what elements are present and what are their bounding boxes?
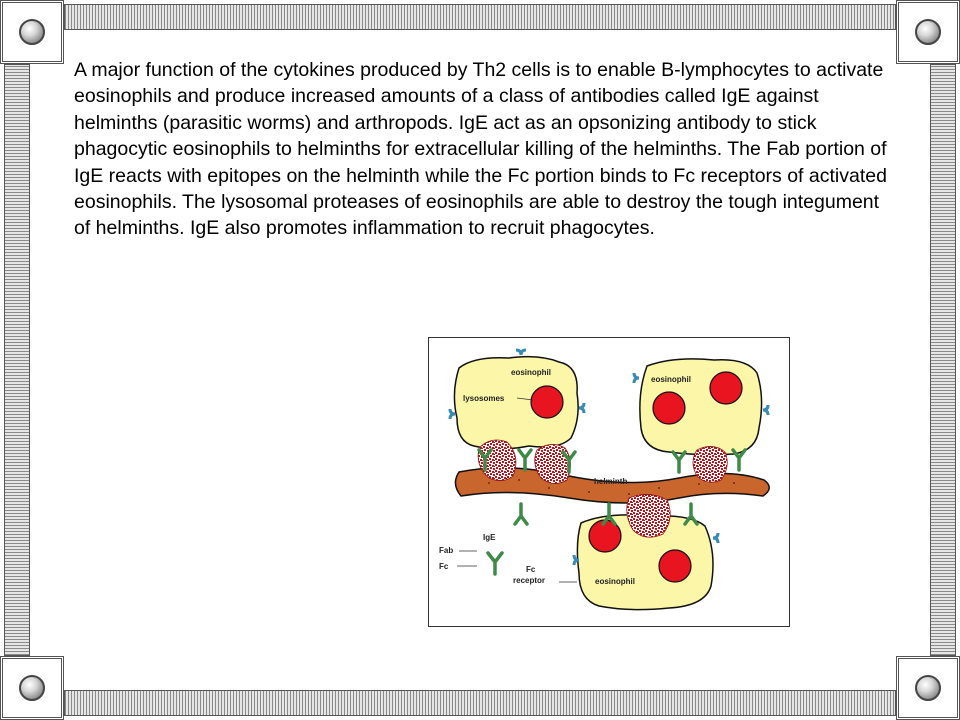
frame-corner-top-left	[0, 0, 64, 64]
lysosome-release	[627, 494, 670, 537]
slide-paragraph: A major function of the cytokines produced by Th2 cells is to enable B-lymphocytes to activate eosinophils and produce increased amounts of a class of antibodies called IgE against helminths (parasitic worms) and arthropods. IgE act as an opsonizing antibody to stick phagocytic eosinophils to helminths for extracellular killing of the helminths. The Fab portion of IgE reacts with epitopes on the helminth while the Fc portion binds to Fc receptors of activated eosinophils. The lysosomal proteases of eosinophils are able to destroy the tough integument of helminths. IgE also promotes inflammation to recruit phagocytes.	[74, 59, 887, 240]
nucleus-icon	[659, 550, 691, 582]
corner-knob-icon	[915, 675, 941, 701]
label-fab: Fab	[439, 546, 454, 555]
lysosome-release	[693, 446, 727, 482]
corner-knob-icon	[19, 675, 45, 701]
label-eosinophil-top-left: eosinophil	[511, 368, 551, 377]
frame-corner-top-right	[896, 0, 960, 64]
nucleus-icon	[531, 386, 563, 418]
corner-knob-icon	[915, 19, 941, 45]
frame-corner-bottom-left	[0, 656, 64, 720]
frame-top-bar	[64, 4, 896, 30]
frame-bottom-bar	[64, 690, 896, 716]
label-fc-receptor-line1: Fc	[526, 565, 536, 574]
legend-ige-icon	[488, 553, 502, 574]
label-ige: IgE	[483, 533, 496, 542]
label-helminth: helminth	[594, 477, 628, 486]
frame-right-bar	[930, 64, 956, 656]
label-eosinophil-top-right: eosinophil	[651, 375, 691, 384]
eosinophil-helminth-diagram	[428, 337, 790, 627]
corner-knob-icon	[19, 19, 45, 45]
label-fc-receptor-line2: receptor	[513, 576, 546, 585]
label-eosinophil-bottom: eosinophil	[595, 577, 635, 586]
nucleus-icon	[710, 372, 742, 404]
nucleus-icon	[653, 392, 685, 424]
frame-corner-bottom-right	[896, 656, 960, 720]
label-fc: Fc	[439, 562, 449, 571]
label-lysosomes: lysosomes	[463, 394, 505, 403]
frame-left-bar	[4, 64, 30, 656]
